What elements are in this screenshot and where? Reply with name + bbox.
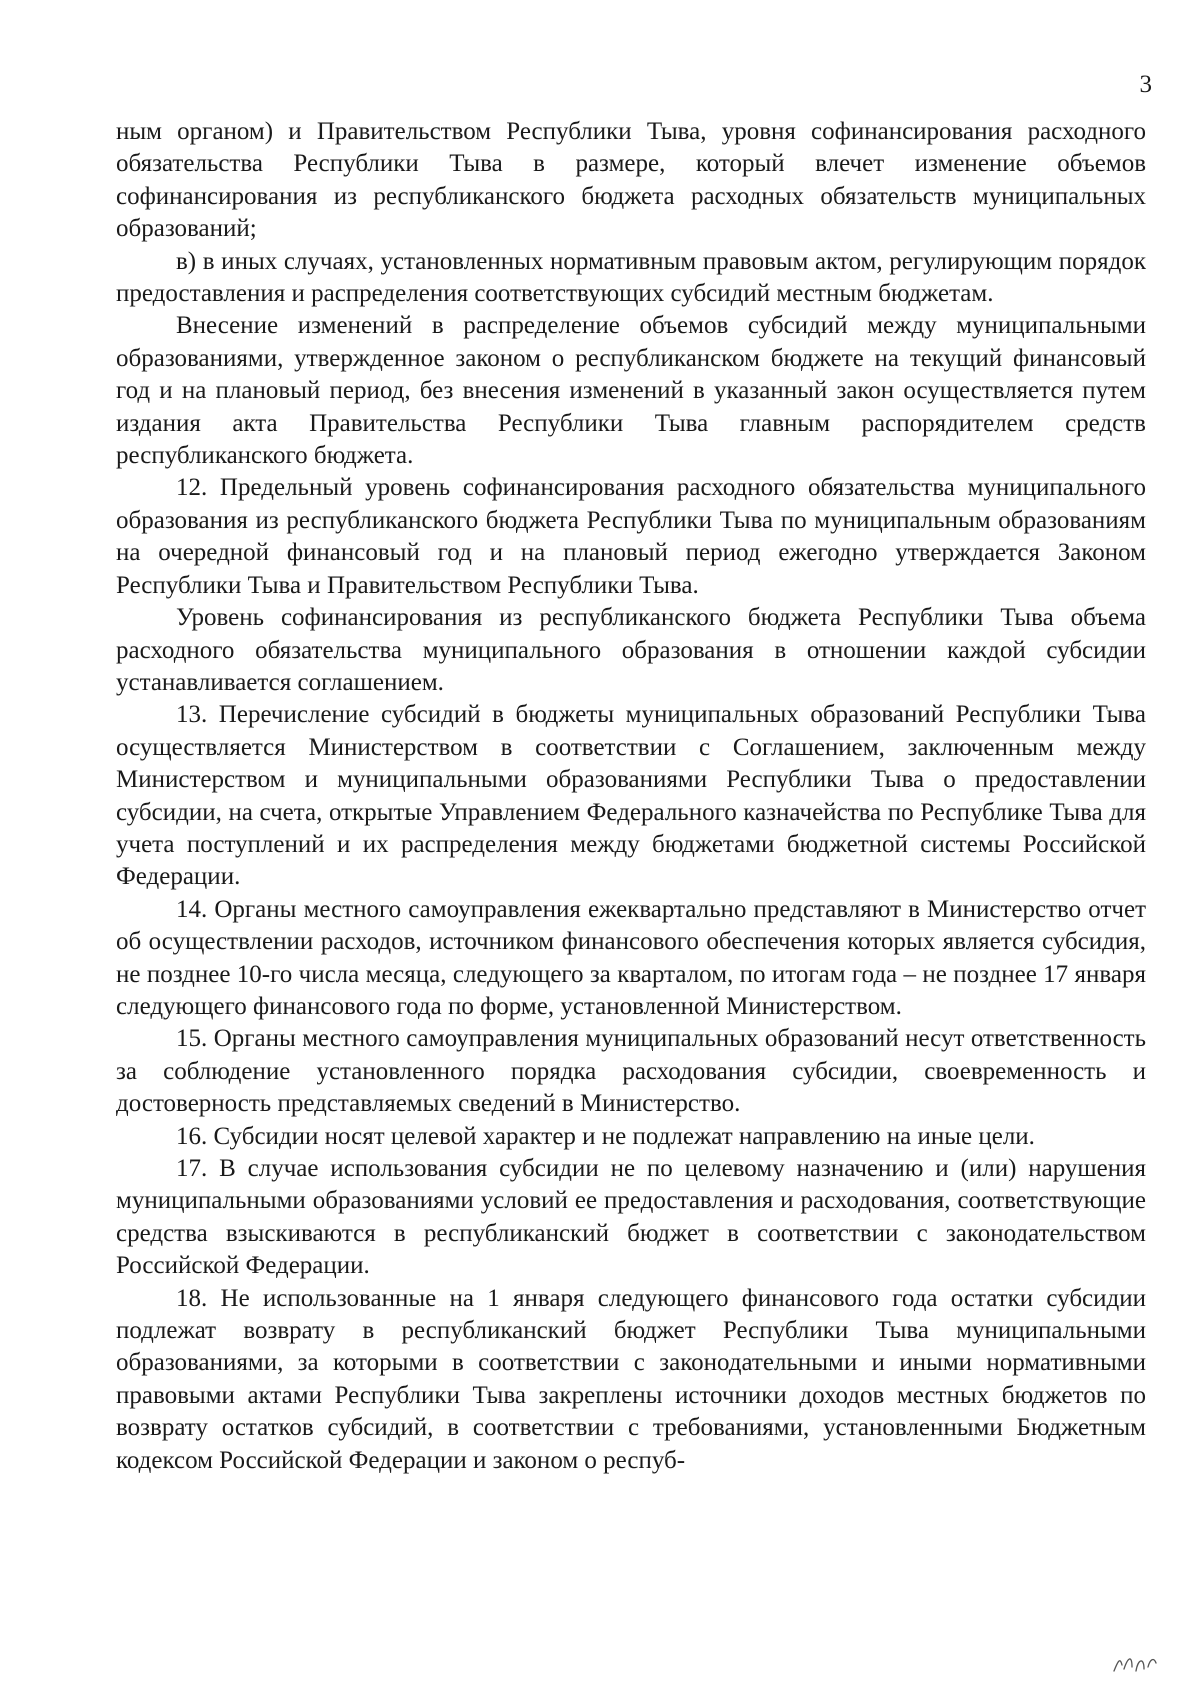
paragraph: 13. Перечисление субсидий в бюджеты муниципальных образований Республики Тыва осуществляется Министерством в соответствии с Соглашением, заключенным между Министерством и муниципальными образованиями Республики Тыва о предоставлении субсидии, на счета, открытые Управлением Федерального казначейства по Республике Тыва для учета поступлений и их распределения между бюджетами бюджетной системы Российской Федерации. — [116, 701, 1146, 891]
handwritten-initials-mark — [1110, 1647, 1160, 1675]
paragraph: Уровень софинансирования из республиканского бюджета Республики Тыва объема расходного обязательства муниципального образования в отношении каждой субсидии устанавливается соглашением. — [116, 604, 1146, 696]
paragraph: 15. Органы местного самоуправления муниципальных образований несут ответственность за соблюдение установленного порядка расходования субсидии, своевременность и достоверность представляемых сведений в Министерство. — [116, 1025, 1146, 1118]
document-body — [116, 116, 1146, 1477]
paragraph: ным органом) и Правительством Республики Тыва, уровня софинансирования расходного обязательства Республики Тыва в размере, который влечет изменение объемов софинансирования из республиканского бюджета расходных обязательств муниципальных образований; — [116, 118, 1146, 243]
paragraph: 12. Предельный уровень софинансирования расходного обязательства муниципального образования из республиканского бюджета Республики Тыва по муниципальным образованиям на очередной финансовый год и на плановый период ежегодно утверждается Законом Республики Тыва и Правительством Республики Тыва. — [116, 474, 1146, 599]
paragraph: 17. В случае использования субсидии не по целевому назначению и (или) нарушения муниципальными образованиями условий ее предоставления и расходования, соответствующие средства взыскиваются в республиканский бюджет в соответствии с законодательством Российской Федерации. — [116, 1155, 1146, 1280]
paragraph: 14. Органы местного самоуправления ежеквартально представляют в Министерство отчет об осуществлении расходов, источником финансового обеспечения которых является субсидия, не позднее 10-го числа месяца, следующего за кварталом, по итогам года – не позднее 17 января следующего финансового года по форме, установленной Министерством. — [116, 895, 1146, 1020]
page-number: 3 — [1139, 71, 1152, 98]
paragraph: Внесение изменений в распределение объемов субсидий между муниципальными образованиями, утвержденное законом о республиканском бюджете на текущий финансовый год и на плановый период, без внесения изменений в указанный закон осуществляется путем издания акта Правительства Республики Тыва главным распорядителем средств республиканского бюджета. — [116, 312, 1146, 470]
paragraph: 18. Не использованные на 1 января следующего финансового года остатки субсидии подлежат возврату в республиканский бюджет Республики Тыва муниципальными образованиями, за которыми в соответствии с законодательными и иными нормативными правовыми актами Республики Тыва закреплены источники доходов местных бюджетов по возврату остатков субсидий, в соответствии с требованиями, установленными Бюджетным кодексом Российской Федерации и законом о респуб- — [116, 1284, 1146, 1474]
paragraph: в) в иных случаях, установленных нормативным правовым актом, регулирующим порядок предоставления и распределения соответствующих субсидий местным бюджетам. — [116, 247, 1146, 308]
paragraph: 16. Субсидии носят целевой характер и не подлежат направлению на иные цели. — [176, 1122, 1035, 1150]
